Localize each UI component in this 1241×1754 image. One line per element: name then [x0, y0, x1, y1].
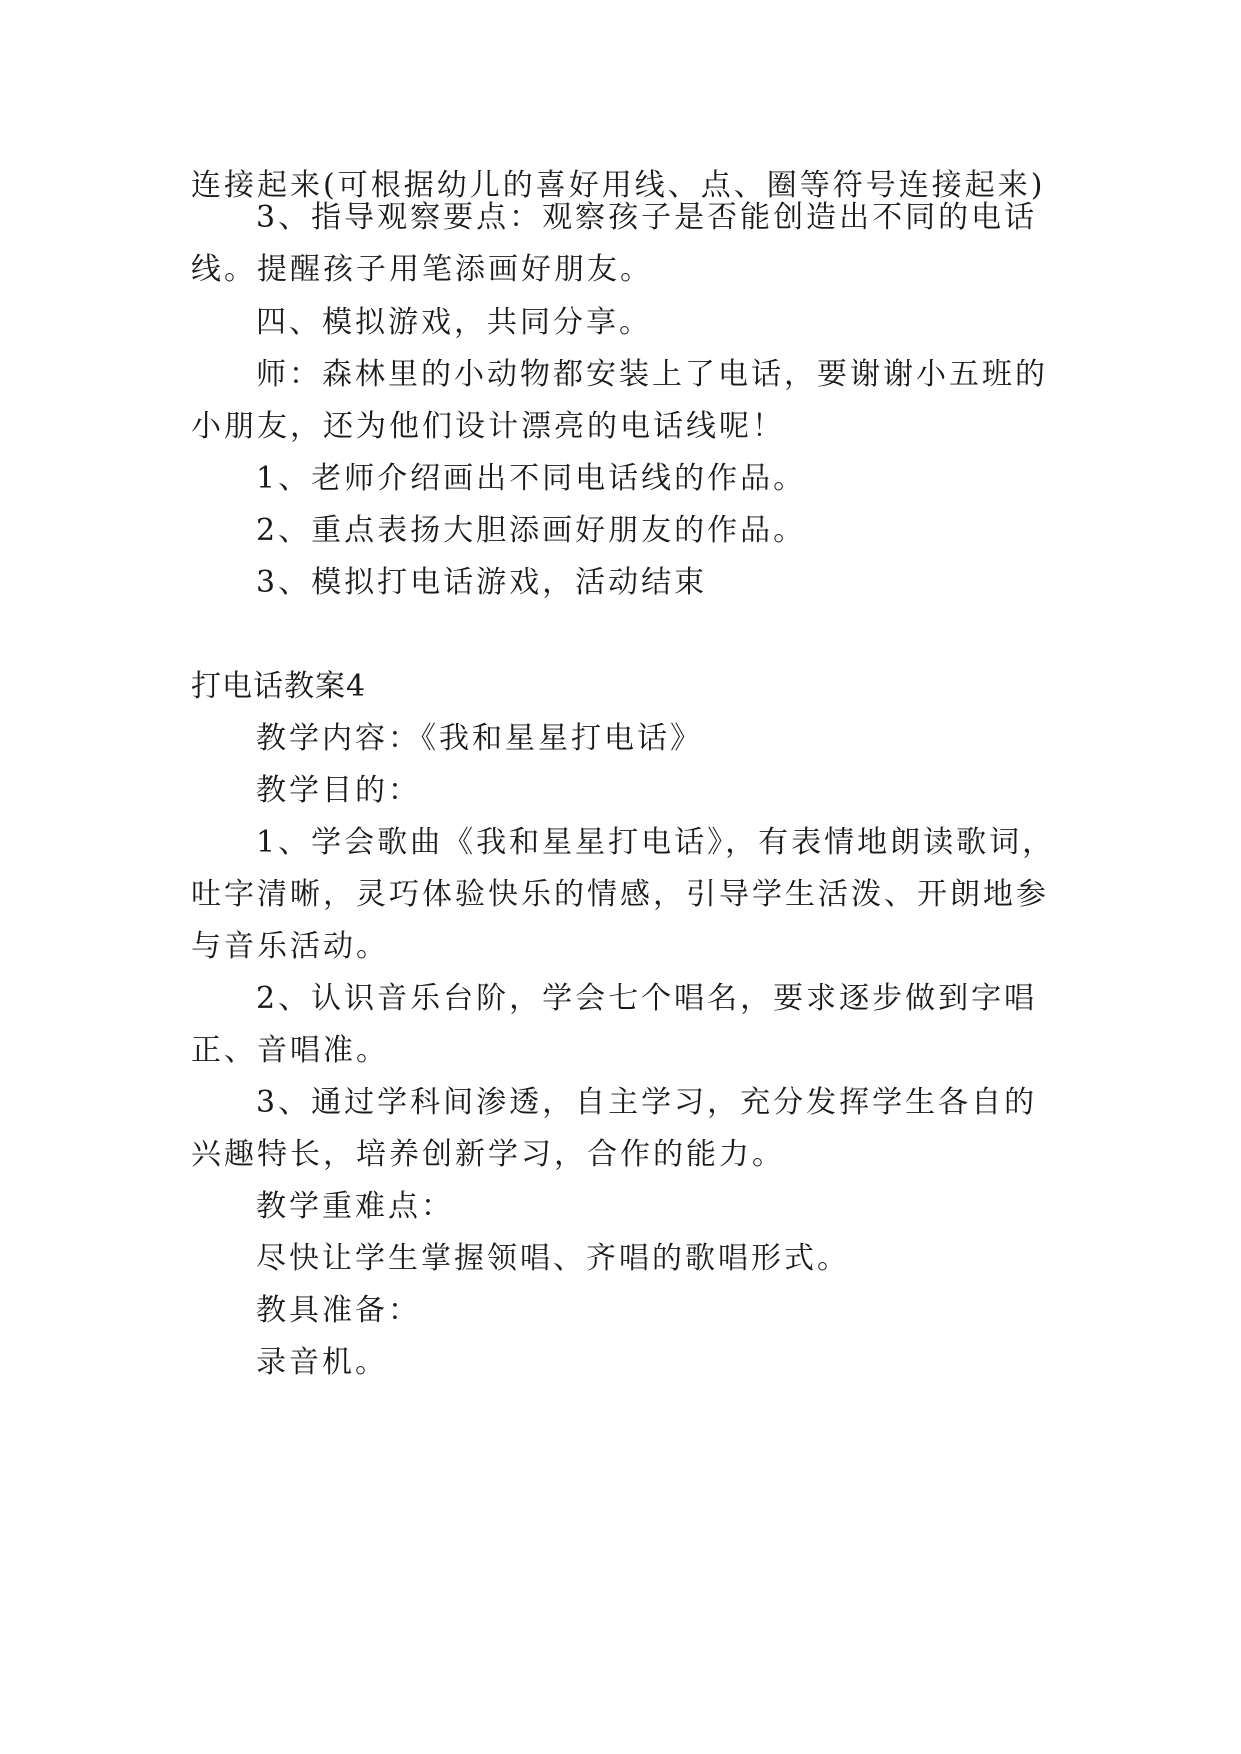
paragraph-line: 教学内容：《我和星星打电话》 [256, 721, 703, 756]
paragraph-line: 教具准备： [256, 1293, 421, 1328]
list-item: 2、重点表扬大胆添画好朋友的作品。 [256, 513, 807, 548]
list-item: 2、认识音乐台阶，学会七个唱名，要求逐步做到字唱 [256, 981, 1038, 1016]
list-item: 1、学会歌曲《我和星星打电话》，有表情地朗读歌词， [256, 825, 1056, 860]
list-item: 3、模拟打电话游戏，活动结束 [256, 565, 708, 600]
paragraph-line: 线。提醒孩子用笔添画好朋友。 [191, 252, 653, 287]
paragraph-line: 四、模拟游戏，共同分享。 [256, 305, 652, 340]
paragraph-line: 连接起来(可根据幼儿的喜好用线、点、圈等符号连接起来) [191, 168, 1046, 203]
paragraph-line: 正、音唱准。 [191, 1033, 389, 1068]
paragraph-line: 小朋友，还为他们设计漂亮的电话线呢！ [191, 409, 785, 444]
paragraph-line: 尽快让学生掌握领唱、齐唱的歌唱形式。 [256, 1241, 850, 1276]
paragraph-line: 3、指导观察要点：观察孩子是否能创造出不同的电话 [256, 200, 1038, 235]
section-heading: 打电话教案4 [191, 669, 367, 704]
paragraph-line: 师：森林里的小动物都安装上了电话，要谢谢小五班的 [256, 357, 1048, 392]
paragraph-line: 吐字清晰，灵巧体验快乐的情感，引导学生活泼、开朗地参 [191, 877, 1049, 912]
list-item: 1、老师介绍画出不同电话线的作品。 [256, 461, 807, 496]
paragraph-line: 教学目的： [256, 773, 421, 808]
paragraph-line: 教学重难点： [256, 1189, 454, 1224]
paragraph-line: 录音机。 [256, 1345, 388, 1380]
list-item: 3、通过学科间渗透，自主学习，充分发挥学生各自的 [256, 1085, 1038, 1120]
paragraph-line: 兴趣特长，培养创新学习，合作的能力。 [191, 1137, 785, 1172]
paragraph-line: 与音乐活动。 [191, 929, 389, 964]
